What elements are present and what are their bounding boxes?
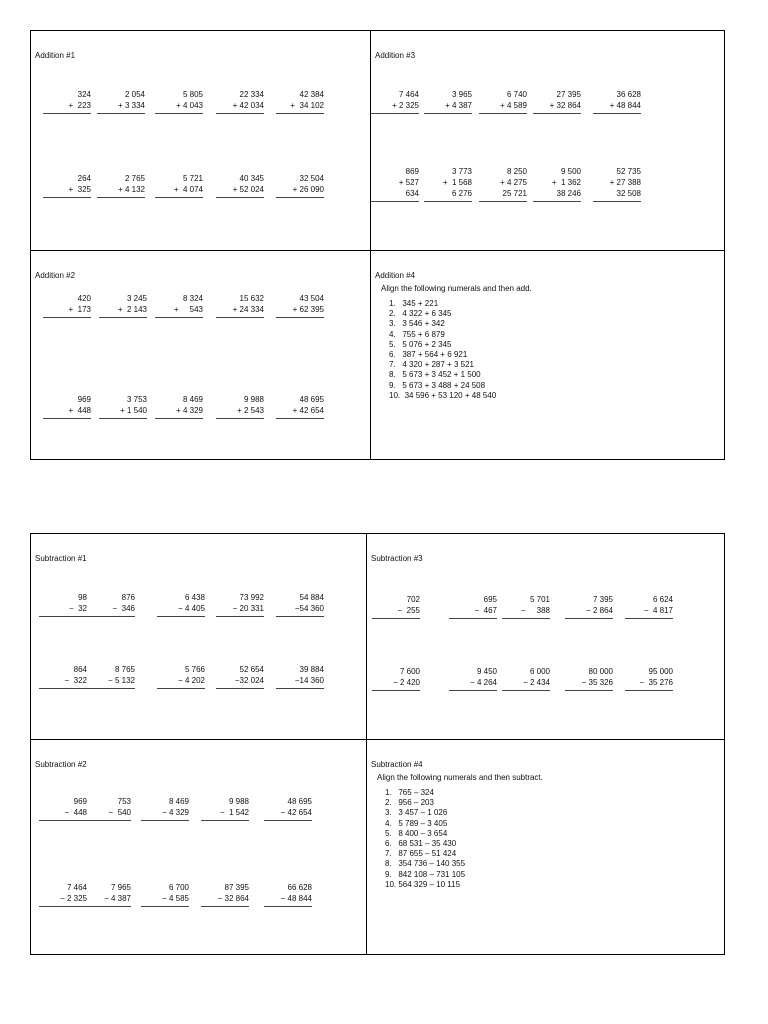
answer-line: [533, 201, 581, 202]
problem: [565, 594, 613, 619]
answer-line: [157, 616, 205, 617]
operand-bottom: + 2 143: [117, 305, 147, 314]
answer-line: [155, 197, 203, 198]
list-item: 7. 4 320 + 287 + 3 521: [389, 360, 474, 370]
exercise-list: [385, 788, 465, 890]
operand-bottom: + 4 329: [176, 406, 203, 415]
list-item: 6. 68 531 – 35 430: [385, 839, 457, 849]
operand-middle: + 1 362: [551, 178, 581, 187]
operand-bottom: − 35 326: [581, 678, 613, 687]
answer-line: [83, 906, 131, 907]
operand-top: 8 469: [168, 797, 189, 806]
answer-line: [276, 317, 324, 318]
operand-top: 39 884: [299, 665, 324, 674]
panel-subtraction-3: [367, 534, 726, 739]
operand-bottom: − 467: [474, 606, 497, 615]
answer-line: [625, 618, 673, 619]
problem: [155, 89, 203, 114]
answer-line: [533, 113, 581, 114]
answer-line: [99, 317, 147, 318]
problem: [216, 89, 264, 114]
problem: [216, 592, 264, 617]
operand-bottom: − 48 844: [280, 894, 312, 903]
problem: [39, 796, 87, 821]
list-item: 8. 5 673 + 3 452 + 1 500: [389, 370, 481, 380]
problem: [157, 664, 205, 689]
operand-bottom: + 4 074: [173, 185, 203, 194]
problem: [216, 173, 264, 198]
list-item: 1. 765 – 324: [385, 788, 434, 797]
operand-bottom: 32 508: [616, 189, 641, 198]
operand-top: 43 504: [299, 294, 324, 303]
problem: [201, 796, 249, 821]
problem: [43, 173, 91, 198]
exercise-list: [389, 299, 496, 401]
problem: [264, 882, 312, 907]
operand-bottom: + 223: [68, 101, 91, 110]
operand-bottom: − 2 325: [60, 894, 87, 903]
panel-addition-4: [371, 251, 726, 461]
answer-line: [372, 618, 420, 619]
operand-bottom: + 62 395: [292, 305, 324, 314]
operand-bottom: − 1 542: [219, 808, 249, 817]
panel-addition-3: [371, 31, 726, 250]
operand-bottom: −54 360: [294, 604, 324, 613]
problem: [479, 166, 527, 202]
panel-subtraction-2: [31, 740, 366, 956]
answer-line: [39, 820, 87, 821]
problem: [264, 796, 312, 821]
list-item: 7. 87 655 – 51 424: [385, 849, 457, 859]
operand-bottom: + 26 090: [292, 185, 324, 194]
answer-line: [449, 690, 497, 691]
answer-line: [424, 201, 472, 202]
operand-top: 2 765: [124, 174, 145, 183]
operand-bottom: − 448: [64, 808, 87, 817]
operand-bottom: − 4 202: [178, 676, 205, 685]
problem: [372, 594, 420, 619]
answer-line: [216, 317, 264, 318]
operand-top: 2 054: [124, 90, 145, 99]
addition-card: [30, 30, 725, 460]
operand-top: 87 395: [224, 883, 249, 892]
answer-line: [371, 201, 419, 202]
operand-top: 9 988: [243, 395, 264, 404]
operand-bottom: 38 246: [556, 189, 581, 198]
operand-top: 6 438: [184, 593, 205, 602]
operand-bottom: − 32: [68, 604, 87, 613]
operand-middle: + 27 388: [609, 178, 641, 187]
problem: [83, 796, 131, 821]
operand-top: 6 000: [529, 667, 550, 676]
operand-top: 9 988: [228, 797, 249, 806]
list-item: 10. 564 329 – 10 115: [385, 879, 461, 889]
panel-title: Addition #2: [35, 271, 76, 280]
answer-line: [201, 906, 249, 907]
operand-top: 8 324: [182, 294, 203, 303]
answer-line: [43, 113, 91, 114]
answer-line: [216, 418, 264, 419]
operand-bottom: − 4 405: [178, 604, 205, 613]
problem: [141, 882, 189, 907]
operand-top: 32 504: [299, 174, 324, 183]
answer-line: [593, 201, 641, 202]
problem: [479, 89, 527, 114]
answer-line: [216, 113, 264, 114]
operand-top: 40 345: [239, 174, 264, 183]
list-item: 8. 354 736 – 140 355: [385, 859, 466, 869]
operand-bottom: + 4 043: [176, 101, 203, 110]
operand-bottom: + 325: [68, 185, 91, 194]
answer-line: [43, 317, 91, 318]
problem: [216, 394, 264, 419]
operand-top: 5 766: [184, 665, 205, 674]
operand-top: 3 773: [451, 167, 472, 176]
operand-bottom: + 2 543: [237, 406, 264, 415]
answer-line: [424, 113, 472, 114]
problem: [449, 594, 497, 619]
list-item: 2. 956 – 203: [385, 798, 434, 808]
answer-line: [276, 197, 324, 198]
list-item: 5. 8 400 – 3 654: [385, 828, 448, 838]
problem: [39, 592, 87, 617]
operand-top: 702: [406, 595, 420, 604]
answer-line: [625, 690, 673, 691]
operand-top: 5 701: [529, 595, 550, 604]
operand-bottom: − 4 817: [643, 606, 673, 615]
operand-bottom: − 4 264: [470, 678, 497, 687]
operand-bottom: + 448: [68, 406, 91, 415]
answer-line: [87, 688, 135, 689]
operand-bottom: + 543: [173, 305, 203, 314]
answer-line: [99, 418, 147, 419]
list-item: 9. 5 673 + 3 488 + 24 508: [389, 380, 486, 390]
operand-bottom: + 42 034: [232, 101, 264, 110]
operand-bottom: + 32 864: [549, 101, 581, 110]
operand-bottom: + 42 654: [292, 406, 324, 415]
operand-top: 8 469: [182, 395, 203, 404]
problem: [502, 594, 550, 619]
operand-top: 15 632: [239, 294, 264, 303]
operand-bottom: + 1 540: [120, 406, 147, 415]
operand-bottom: − 20 331: [232, 604, 264, 613]
operand-bottom: − 255: [397, 606, 420, 615]
answer-line: [264, 906, 312, 907]
operand-bottom: 25 721: [502, 189, 527, 198]
problem: [97, 89, 145, 114]
answer-line: [276, 688, 324, 689]
operand-bottom: 634: [405, 189, 419, 198]
answer-line: [264, 820, 312, 821]
problem: [371, 89, 419, 114]
operand-top: 36 628: [616, 90, 641, 99]
panel-addition-2: [31, 251, 370, 461]
operand-bottom: − 540: [108, 808, 131, 817]
list-item: 1. 345 + 221: [389, 299, 439, 308]
answer-line: [43, 418, 91, 419]
operand-top: 420: [77, 294, 91, 303]
operand-top: 969: [77, 395, 91, 404]
answer-line: [201, 820, 249, 821]
answer-line: [502, 690, 550, 691]
operand-bottom: − 388: [520, 606, 550, 615]
answer-line: [565, 690, 613, 691]
problem: [424, 89, 472, 114]
problem: [593, 89, 641, 114]
problem: [97, 173, 145, 198]
operand-top: 27 395: [556, 90, 581, 99]
answer-line: [216, 197, 264, 198]
problem: [43, 293, 91, 318]
operand-top: 3 753: [126, 395, 147, 404]
operand-bottom: − 346: [112, 604, 135, 613]
panel-subtraction-1: [31, 534, 366, 739]
operand-top: 52 735: [616, 167, 641, 176]
operand-top: 8 765: [114, 665, 135, 674]
operand-top: 98: [78, 593, 87, 602]
operand-top: 52 654: [239, 665, 264, 674]
list-item: 10. 34 596 + 53 120 + 48 540: [389, 390, 497, 400]
operand-top: 753: [117, 797, 131, 806]
operand-top: 324: [77, 90, 91, 99]
answer-line: [502, 618, 550, 619]
operand-bottom: − 4 329: [162, 808, 189, 817]
problem: [99, 394, 147, 419]
problem: [565, 666, 613, 691]
operand-top: 48 695: [287, 797, 312, 806]
problem: [39, 882, 87, 907]
answer-line: [276, 418, 324, 419]
answer-line: [479, 113, 527, 114]
problem: [201, 882, 249, 907]
operand-top: 876: [121, 593, 135, 602]
list-item: 4. 755 + 6 879: [389, 329, 445, 339]
answer-line: [276, 113, 324, 114]
operand-top: 695: [483, 595, 497, 604]
operand-bottom: 6 276: [451, 189, 472, 198]
operand-bottom: − 2 864: [586, 606, 613, 615]
panel-title: Subtraction #2: [35, 760, 87, 769]
panel-instruction: Align the following numerals and then add.: [381, 284, 532, 293]
operand-bottom: −32 024: [234, 676, 264, 685]
problem: [502, 666, 550, 691]
operand-bottom: + 4 589: [500, 101, 527, 110]
operand-top: 54 884: [299, 593, 324, 602]
answer-line: [97, 113, 145, 114]
problem: [216, 293, 264, 318]
problem: [83, 882, 131, 907]
problem: [99, 293, 147, 318]
operand-top: 9 500: [560, 167, 581, 176]
problem: [87, 664, 135, 689]
answer-line: [39, 616, 87, 617]
problem: [625, 666, 673, 691]
operand-bottom: + 4 132: [118, 185, 145, 194]
operand-bottom: + 4 387: [445, 101, 472, 110]
operand-top: 80 000: [588, 667, 613, 676]
operand-top: 3 245: [126, 294, 147, 303]
panel-title: Addition #3: [375, 51, 416, 60]
operand-top: 969: [73, 797, 87, 806]
operand-bottom: − 32 864: [217, 894, 249, 903]
operand-bottom: + 52 024: [232, 185, 264, 194]
panel-title: Addition #4: [375, 271, 416, 280]
list-item: 9. 842 108 – 731 105: [385, 869, 466, 879]
list-item: 5. 5 076 + 2 345: [389, 339, 452, 349]
problem: [276, 293, 324, 318]
problem: [276, 592, 324, 617]
panel-title: Subtraction #4: [371, 760, 423, 769]
problem: [276, 394, 324, 419]
answer-line: [155, 418, 203, 419]
operand-top: 8 250: [506, 167, 527, 176]
operand-bottom: − 2 420: [393, 678, 420, 687]
problem: [276, 664, 324, 689]
problem: [141, 796, 189, 821]
problem: [43, 89, 91, 114]
answer-line: [39, 688, 87, 689]
answer-line: [157, 688, 205, 689]
list-item: 3. 3 546 + 342: [389, 319, 445, 329]
answer-line: [565, 618, 613, 619]
operand-top: 7 464: [398, 90, 419, 99]
operand-top: 3 965: [451, 90, 472, 99]
problem: [39, 664, 87, 689]
problem: [372, 666, 420, 691]
panel-title: Subtraction #1: [35, 554, 87, 563]
problem: [533, 89, 581, 114]
operand-top: 7 464: [66, 883, 87, 892]
list-item: 4. 5 789 – 3 405: [385, 818, 448, 828]
problem: [155, 293, 203, 318]
problem: [155, 394, 203, 419]
operand-top: 6 740: [506, 90, 527, 99]
operand-bottom: − 42 654: [280, 808, 312, 817]
subtraction-card: [30, 533, 725, 955]
answer-line: [372, 690, 420, 691]
answer-line: [371, 113, 419, 114]
operand-top: 5 721: [182, 174, 203, 183]
problem: [43, 394, 91, 419]
problem: [216, 664, 264, 689]
answer-line: [216, 616, 264, 617]
operand-bottom: + 24 334: [232, 305, 264, 314]
list-item: 3. 3 457 – 1 026: [385, 808, 448, 818]
problem: [155, 173, 203, 198]
answer-line: [87, 616, 135, 617]
panel-addition-1: [31, 31, 370, 250]
operand-bottom: − 4 585: [162, 894, 189, 903]
problem: [276, 89, 324, 114]
operand-bottom: + 3 334: [118, 101, 145, 110]
operand-top: 6 700: [168, 883, 189, 892]
operand-top: 9 450: [476, 667, 497, 676]
operand-middle: + 527: [398, 178, 419, 187]
answer-line: [39, 906, 87, 907]
answer-line: [83, 820, 131, 821]
operand-top: 869: [405, 167, 419, 176]
answer-line: [155, 317, 203, 318]
operand-bottom: − 322: [64, 676, 87, 685]
operand-top: 264: [77, 174, 91, 183]
operand-top: 66 628: [287, 883, 312, 892]
operand-top: 73 992: [239, 593, 264, 602]
operand-middle: + 4 275: [500, 178, 527, 187]
panel-title: Subtraction #3: [371, 554, 423, 563]
answer-line: [216, 688, 264, 689]
operand-top: 48 695: [299, 395, 324, 404]
operand-top: 864: [73, 665, 87, 674]
operand-bottom: − 4 387: [104, 894, 131, 903]
problem: [371, 166, 419, 202]
operand-bottom: −14 360: [294, 676, 324, 685]
operand-top: 6 624: [652, 595, 673, 604]
problem: [157, 592, 205, 617]
operand-bottom: + 173: [68, 305, 91, 314]
operand-bottom: + 2 325: [392, 101, 419, 110]
operand-bottom: + 48 844: [609, 101, 641, 110]
answer-line: [43, 197, 91, 198]
operand-top: 95 000: [648, 667, 673, 676]
problem: [533, 166, 581, 202]
answer-line: [449, 618, 497, 619]
panel-title: Addition #1: [35, 51, 76, 60]
answer-line: [141, 820, 189, 821]
operand-bottom: + 34 102: [290, 101, 324, 110]
operand-middle: + 1 568: [442, 178, 472, 187]
list-item: 2. 4 322 + 6 345: [389, 309, 452, 319]
operand-top: 7 600: [399, 667, 420, 676]
panel-subtraction-4: [367, 740, 726, 956]
panel-instruction: Align the following numerals and then subtract.: [377, 773, 543, 782]
answer-line: [97, 197, 145, 198]
operand-top: 42 384: [299, 90, 324, 99]
operand-top: 5 805: [182, 90, 203, 99]
answer-line: [479, 201, 527, 202]
operand-top: 22 334: [239, 90, 264, 99]
operand-bottom: − 2 434: [523, 678, 550, 687]
operand-bottom: − 5 132: [108, 676, 135, 685]
problem: [593, 166, 641, 202]
problem: [424, 166, 472, 202]
answer-line: [276, 616, 324, 617]
answer-line: [155, 113, 203, 114]
problem: [449, 666, 497, 691]
operand-bottom: − 35 276: [639, 678, 673, 687]
operand-top: 7 965: [110, 883, 131, 892]
answer-line: [593, 113, 641, 114]
problem: [87, 592, 135, 617]
operand-top: 7 395: [592, 595, 613, 604]
list-item: 6. 387 + 564 + 6 921: [389, 350, 468, 360]
problem: [625, 594, 673, 619]
answer-line: [141, 906, 189, 907]
problem: [276, 173, 324, 198]
